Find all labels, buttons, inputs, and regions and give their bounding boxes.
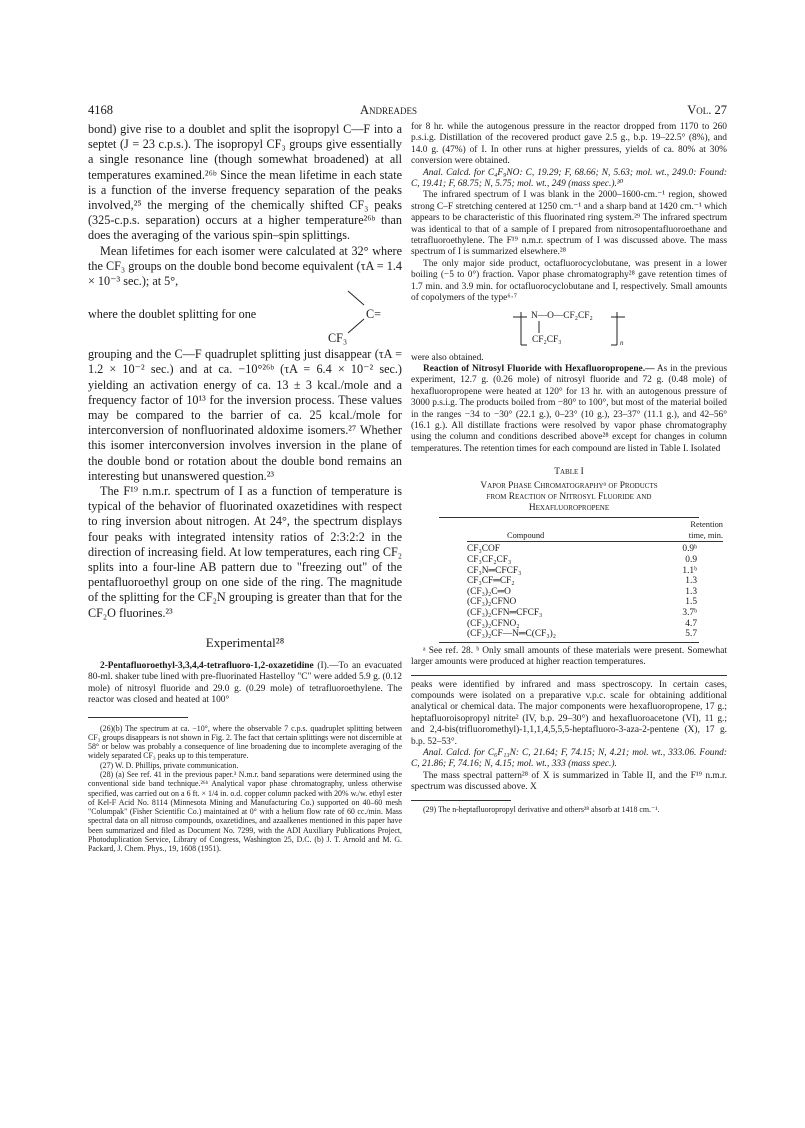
retention-time-cell: 1.3 — [685, 586, 697, 597]
table-row — [467, 608, 723, 619]
table-row — [467, 587, 723, 598]
cf3-label: CF₃ — [328, 331, 348, 346]
table-caption — [411, 481, 727, 514]
col-header-retention: Retention — [690, 520, 723, 530]
formula-substituent: CF₂CF₃ — [532, 334, 562, 345]
compound-cell: (CF₃)₂CFNO₂ — [467, 618, 520, 629]
where-text: where the doublet splitting for one — [88, 307, 257, 322]
analysis-paragraph: Anal. Calcd. for C₆F₁₃N: C, 21.64; F, 74.15; N, 4.21; mol. wt., 333.06. Found: C, 21.86; F, 74.16; N, 4.15; mol. wt., 333 (mass spec.). — [411, 747, 727, 770]
body-paragraph: The F¹⁹ n.m.r. spectrum of I as a function of temperature is typical of the behavior of fluorinated oxazetidines with respect to ring inversion about nitrogen. At 24°, the spectrum displays four peaks with integrated intensity ratios of 2:3:2:2 in the direction of increasing field. At low temperatures, each ring CF₂ splits into a four-line AB pattern due to "freezing out" of the pentafluoroethyl group on one side of the ring. The magnitude of the splitting for the CF₂N grouping is greater than that for the CF₂O fluorines.²³ — [88, 484, 402, 620]
compound-cell: CF₃CF₂CF₃ — [467, 554, 512, 565]
footnote-27: (27) W. D. Phillips, private communication. — [100, 760, 239, 770]
experimental-heading: Experimental²⁸ — [205, 634, 285, 650]
compound-cell: CF₃CF═CF₂ — [467, 576, 515, 587]
reaction-title: Reaction of Nitrosyl Fluoride with Hexafluoropropene.— — [423, 363, 655, 374]
compound-cell: (CF₃)₂CF—N═C(CF₃)₂ — [467, 629, 557, 640]
body-paragraph: grouping and the C—F quadruplet splitting just disappear (τA = 1.2 × 10⁻² sec.) and at ca. −10°²⁶ᵇ (τA = 6.4 × 10⁻² sec.) yielding an activation energy of ca. 13 ± 3 kcal./mole and a frequency factor of 10¹³ for the inversion process. These values may be compared to the barrier of ca. 25 kcal./mole for interconversion of nonfluorinated aldoxime isomers.²⁷ Whether this isomer interconversion involves inversion in the plane of the double bond or rotation about the double bond remains an interesting but unanswered question.²³ — [88, 347, 402, 483]
retention-table — [467, 520, 723, 640]
column-separator-rule — [411, 675, 727, 676]
compound-cell: (CF₃)₂C═O — [467, 586, 511, 597]
retention-time-cell: 5.7 — [685, 629, 697, 640]
table-body — [467, 544, 723, 639]
retention-time-cell: 1.5 — [685, 597, 697, 608]
formula-n: n — [620, 338, 624, 347]
footnotes — [88, 724, 402, 854]
footnote-rule — [411, 800, 511, 801]
col-header-compound: Compound — [507, 530, 545, 540]
experimental-body: (I).—To an evacuated 80-ml. shaker tube lined with pre-fluorinated Hastelloy "C" were added 5.9 g. (0.12 mole) of nitrosyl fluoride and 29.0 g. (0.29 mole) of tetrafluoroethylene. The reactor was closed and heated at 100° — [88, 660, 402, 706]
body-paragraph: The infrared spectrum of I was blank in the 2000–1600-cm.⁻¹ region, showed strong C–F stretching centered at 1250 cm.⁻¹ and a sharp band at 1420 cm.⁻¹ which appears to be characteristic of this fluorinated ring system.²⁹ The infrared spectrum was identical to that of a sample of I prepared from nitrosopentafluoroethane and tetrafluoroethylene. The F¹⁹ n.m.r. spectrum of I was discussed above. The mass spectrum of I is summarized elsewhere.²⁸ — [411, 190, 727, 258]
compound-title: 2-Pentafluoroethyl-3,3,4,4-tetrafluoro-1,2-oxazetidine — [100, 660, 314, 671]
body-paragraph: The mass spectral pattern²⁸ of X is summarized in Table II, and the F¹⁹ n.m.r. spectrum was discussed above. X — [411, 770, 727, 793]
footnote-rule — [88, 717, 188, 718]
col-header-time: time, min. — [688, 530, 723, 540]
body-paragraph: The only major side product, octafluorocyclobutane, was present in a lower boiling (−5 to 0°) fraction. Vapor phase chromatography²⁸ gave retention times of 1.7 min. and 3.9 min. for octafluorocyclobutane and I, respectively. Small amounts of copolymers of the type⁶·⁷ — [411, 258, 727, 304]
c-double-bond: C= — [366, 307, 382, 322]
table-bottom-rule — [439, 642, 699, 643]
retention-time-cell: 4.7 — [685, 618, 697, 629]
table-row — [467, 555, 723, 566]
body-paragraph: for 8 hr. while the autogenous pressure in the reactor dropped from 1170 to 260 p.s.i.g. Distillation of the recovered product gave 2.5 g., b.p. 19–22.5° (8%), and 14.0 g. (47%) of I. In other runs at higher pressures, yields of ca. 80% at 30% conversion were obtained. — [411, 122, 727, 167]
retention-time-cell: 0.9ᵇ — [682, 544, 697, 555]
table-top-rule — [439, 517, 699, 518]
compound-cell: (CF₃)₂CFNO — [467, 597, 517, 608]
volume-label: Vol. 27 — [687, 103, 727, 117]
body-paragraph: bond) give rise to a doublet and split the isopropyl C—F into a septet (J = 23 c.p.s.). The isopropyl CF₃ groups give essentially a single resonance line (though somewhat broadened) at all temperatures examined.²⁶ᵇ Since the mean lifetime in each state is a function of the inverse frequency separation of the peaks involved,²⁵ the merging of the chemically shifted CF₃ peaks (325-c.p.s. separation) occurs at a higher temperature²⁶ᵇ than does the averaging of the various spin–spin splittings. — [88, 122, 402, 243]
running-title: Andreades — [360, 103, 418, 117]
reaction-body: As in the previous experiment, 12.7 g. (0.26 mole) of nitrosyl fluoride and 72 g. (0.48 mole) of hexafluoropropene were heated at 120° for 13 hr. with an autogenous pressure of 3000 p.s.i.g. The products boiled from −80° to 100°, but most of the material boiled in the ranges −34 to −30° (22.1 g.), 0–23° (10 g.), 23–37° (11.1 g.), and 42–56° (16.1 g.). All distillate fractions were resolved by vapor phase chromatography using the column and conditions described above²⁸ except for changes in column temperatures. The retention times for each compound are listed in Table I. Isolated — [411, 363, 728, 454]
footnote-29: (29) The n-heptafluoropropyl derivative and others²⁸ absorb at 1418 cm.⁻¹. — [423, 804, 660, 814]
table-row — [467, 576, 723, 587]
caption-line: from Reaction of Nitrosyl Fluoride and — [486, 492, 652, 503]
table-row — [467, 544, 723, 555]
retention-time-cell: 1.3 — [685, 576, 697, 587]
caption-line: Vapor Phase Chromatographyᵃ of Products — [480, 481, 658, 492]
body-paragraph: peaks were identified by infrared and mass spectroscopy. In certain cases, compounds were isolated on a preparative v.p.c. scale for obtaining additional analytical or chemical data. The major components were hexafluoropropene, 17 g.; heptafluoroisopropyl nitrite² (IV, b.p. 29–30°) and hexafluoroacetone (VI), 11 g.; and 2,4-bis(trifluoromethyl)-1,1,1,4,5,5,5-heptafluoro-3-aza-2-pentene (X), 17 g. b.p. 52–53°. — [411, 679, 727, 747]
table-row — [467, 566, 723, 577]
reaction-paragraph — [411, 364, 727, 455]
footnote-26: (26)(b) The spectrum at ca. −10°, where the observable 7 c.p.s. quadruplet splitting between CF₃ groups disappears is not shown in Fig. 2. The fact that certain splittings were not discernible at 58° or below was probably a consequence of line broadening due to incomplete averaging of the widely separated CF₃ peaks up to this temperature. — [88, 723, 402, 761]
experimental-paragraph — [88, 661, 402, 707]
right-column — [411, 122, 727, 814]
body-paragraph: Mean lifetimes for each isomer were calculated at 32° where the CF₃ groups on the double bond become equivalent (τA = 1.4 × 10⁻³ sec.); at 5°, — [88, 243, 402, 289]
compound-cell: (CF₃)₂CFN═CFCF₃ — [467, 607, 543, 618]
table-footnote-text: ᵃ See ref. 28. ᵇ Only small amounts of these materials were present. Somewhat larger amounts were produced at higher reaction temperatures. — [411, 645, 727, 668]
caption-line: Hexafluoropropene — [528, 503, 610, 514]
compound-cell: CF₃N═CFCF₃ — [467, 565, 522, 576]
formula-main: N—O—CF₂CF₂ — [531, 310, 593, 321]
retention-time-cell: 1.1ᵇ — [682, 565, 697, 576]
table-i — [411, 467, 727, 668]
footnote-28: (28) (a) See ref. 41 in the previous paper.³ N.m.r. band separations were determined using the conventional side band technique.²⁶ᵇ Analytical vapor phase chromatography, unless otherwise specified, was carried out on a 6 ft. × 1/4 in. o.d. copper column packed with 20% w./w. ethyl ester of Kel-F Acid No. 8114 (Minnesota Mining and Manufacturing Co.) supported on 40–60 mesh "Columpak" (Fisher Scientific Co.) maintained at 0° with a helium flow rate of 60 cc./min. Mass spectral data on all nitroso compounds, oxazetidines, and azaalkenes mentioned in this paper have been summarized and filed as Document No. 7299, with the ADI Auxiliary Publications Project, Photoduplication Service, Library of Congress, Washington 25, D.C. (b) J. T. Arnold and M. G. Packard, J. Chem. Phys., 19, 1608 (1951). — [88, 770, 402, 854]
left-column — [88, 122, 402, 854]
retention-time-cell: 3.7ᵇ — [682, 607, 697, 618]
analysis-paragraph: Anal. Calcd. for C₄F₉NO: C, 19.29; F, 68.66; N, 5.63; mol. wt., 249.0: Found: C, 19.41; F, 68.75; N, 5.75; mol. wt., 249 (mass spec.).³⁰ — [411, 167, 727, 190]
table-label: Table I — [554, 467, 584, 478]
table-footnote — [411, 646, 727, 669]
table-row — [467, 597, 723, 608]
copolymer-formula — [411, 309, 727, 351]
retention-time-cell: 0.9 — [685, 554, 697, 565]
table-row — [467, 629, 723, 640]
body-paragraph: were also obtained. — [411, 352, 484, 363]
cf3-grouping-structure — [88, 289, 402, 346]
table-row — [467, 619, 723, 630]
page-number: 4168 — [88, 103, 113, 117]
compound-cell: CF₃COF — [467, 544, 500, 555]
